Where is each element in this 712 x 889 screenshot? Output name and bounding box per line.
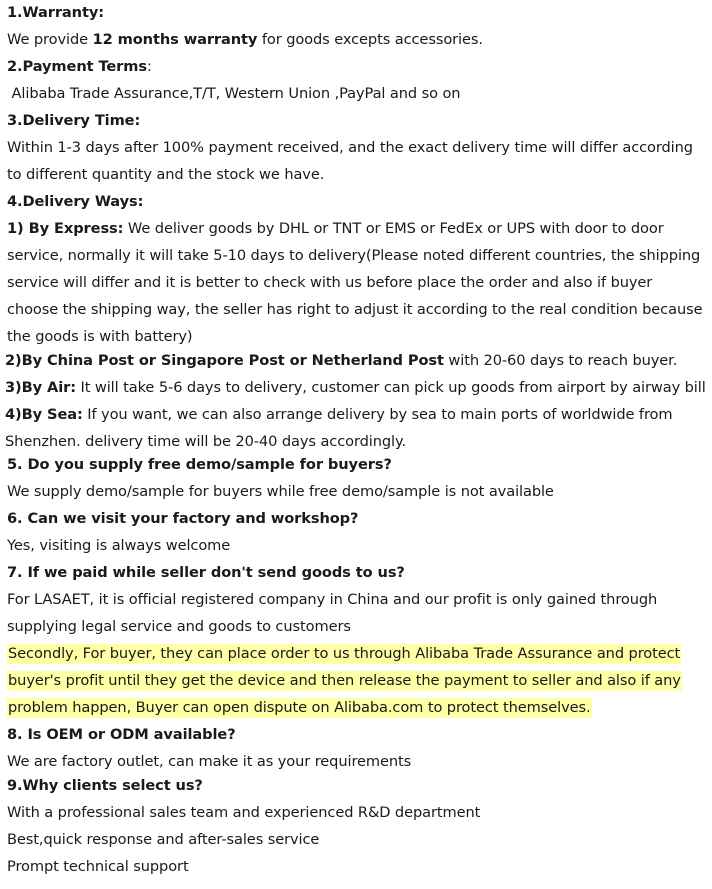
faq-answer: Prompt technical support: [7, 858, 189, 875]
air-label: 3)By Air:: [5, 379, 76, 396]
sea-text: If you want, we can also arrange delivery by sea to main ports of worldwide from: [82, 406, 673, 423]
faq-answer: With a professional sales team and experienced R&D department: [7, 804, 481, 821]
warranty-text-pre: We provide: [7, 31, 93, 48]
faq-question: 5. Do you supply free demo/sample for buyers?: [7, 456, 392, 473]
delivery-ways-heading: 4.Delivery Ways:: [7, 193, 144, 210]
faq-answer: We supply demo/sample for buyers while free demo/sample is not available: [7, 483, 554, 500]
highlighted-answer-line: [7, 698, 708, 718]
express-line: [7, 219, 708, 239]
delivery-time-line: Within 1-3 days after 100% payment received, and the exact delivery time will differ according: [7, 139, 693, 156]
highlighted-text: Secondly, For buyer, they can place order to us through Alibaba Trade Assurance and protect: [8, 645, 681, 662]
payment-heading: [7, 57, 708, 77]
express-line: service, normally it will take 5-10 days to delivery(Please noted different countries, the shipping: [7, 247, 701, 264]
post-line: [5, 351, 708, 371]
warranty-text-post: for goods excepts accessories.: [257, 31, 483, 48]
highlighted-text: buyer's profit until they get the device and then release the payment to seller and also if any: [8, 672, 681, 689]
faq-answer: Yes, visiting is always welcome: [7, 537, 231, 554]
highlighted-answer-line: [7, 671, 708, 691]
faq-question: 7. If we paid while seller don't send goods to us?: [7, 564, 405, 581]
delivery-time-line: to different quantity and the stock we have.: [7, 166, 325, 183]
faq-question: 9.Why clients select us?: [7, 777, 203, 794]
express-line: choose the shipping way, the seller has right to adjust it according to the real condition because: [7, 301, 703, 318]
express-line: the goods is with battery): [7, 328, 193, 345]
faq-answer: supplying legal service and goods to customers: [7, 618, 351, 635]
warranty-text-bold: 12 months warranty: [92, 31, 258, 48]
highlighted-text: problem happen, Buyer can open dispute on Alibaba.com to protect themselves.: [8, 699, 591, 716]
faq-question: 8. Is OEM or ODM available?: [7, 726, 236, 743]
sea-label: 4)By Sea:: [5, 406, 83, 423]
air-line: [5, 378, 708, 398]
faq-answer: For LASAET, it is official registered company in China and our profit is only gained through: [7, 591, 658, 608]
sea-line: [5, 405, 708, 425]
post-text: with 20-60 days to reach buyer.: [443, 352, 678, 369]
air-text: It will take 5-6 days to delivery, customer can pick up goods from airport by airway bill: [75, 379, 706, 396]
payment-heading-label: 2.Payment Terms: [7, 58, 147, 75]
delivery-time-heading: 3.Delivery Time:: [7, 112, 141, 129]
warranty-heading: 1.Warranty:: [7, 4, 104, 21]
highlighted-answer-line: [7, 644, 708, 664]
post-label: 2)By China Post or Singapore Post or Netherland Post: [5, 352, 444, 369]
faq-answer: Best,quick response and after-sales service: [7, 831, 320, 848]
payment-text: Alibaba Trade Assurance,T/T, Western Union ,PayPal and so on: [7, 85, 461, 102]
payment-heading-colon: :: [146, 58, 152, 75]
faq-answer: We are factory outlet, can make it as your requirements: [7, 753, 412, 770]
express-line: service will differ and it is better to check with us before place the order and also if buyer: [7, 274, 653, 291]
express-label: 1) By Express:: [7, 220, 124, 237]
faq-question: 6. Can we visit your factory and workshop?: [7, 510, 359, 527]
warranty-text: [7, 30, 708, 50]
sea-line: Shenzhen. delivery time will be 20-40 days accordingly.: [5, 433, 407, 450]
express-text: We deliver goods by DHL or TNT or EMS or FedEx or UPS with door to door: [123, 220, 664, 237]
